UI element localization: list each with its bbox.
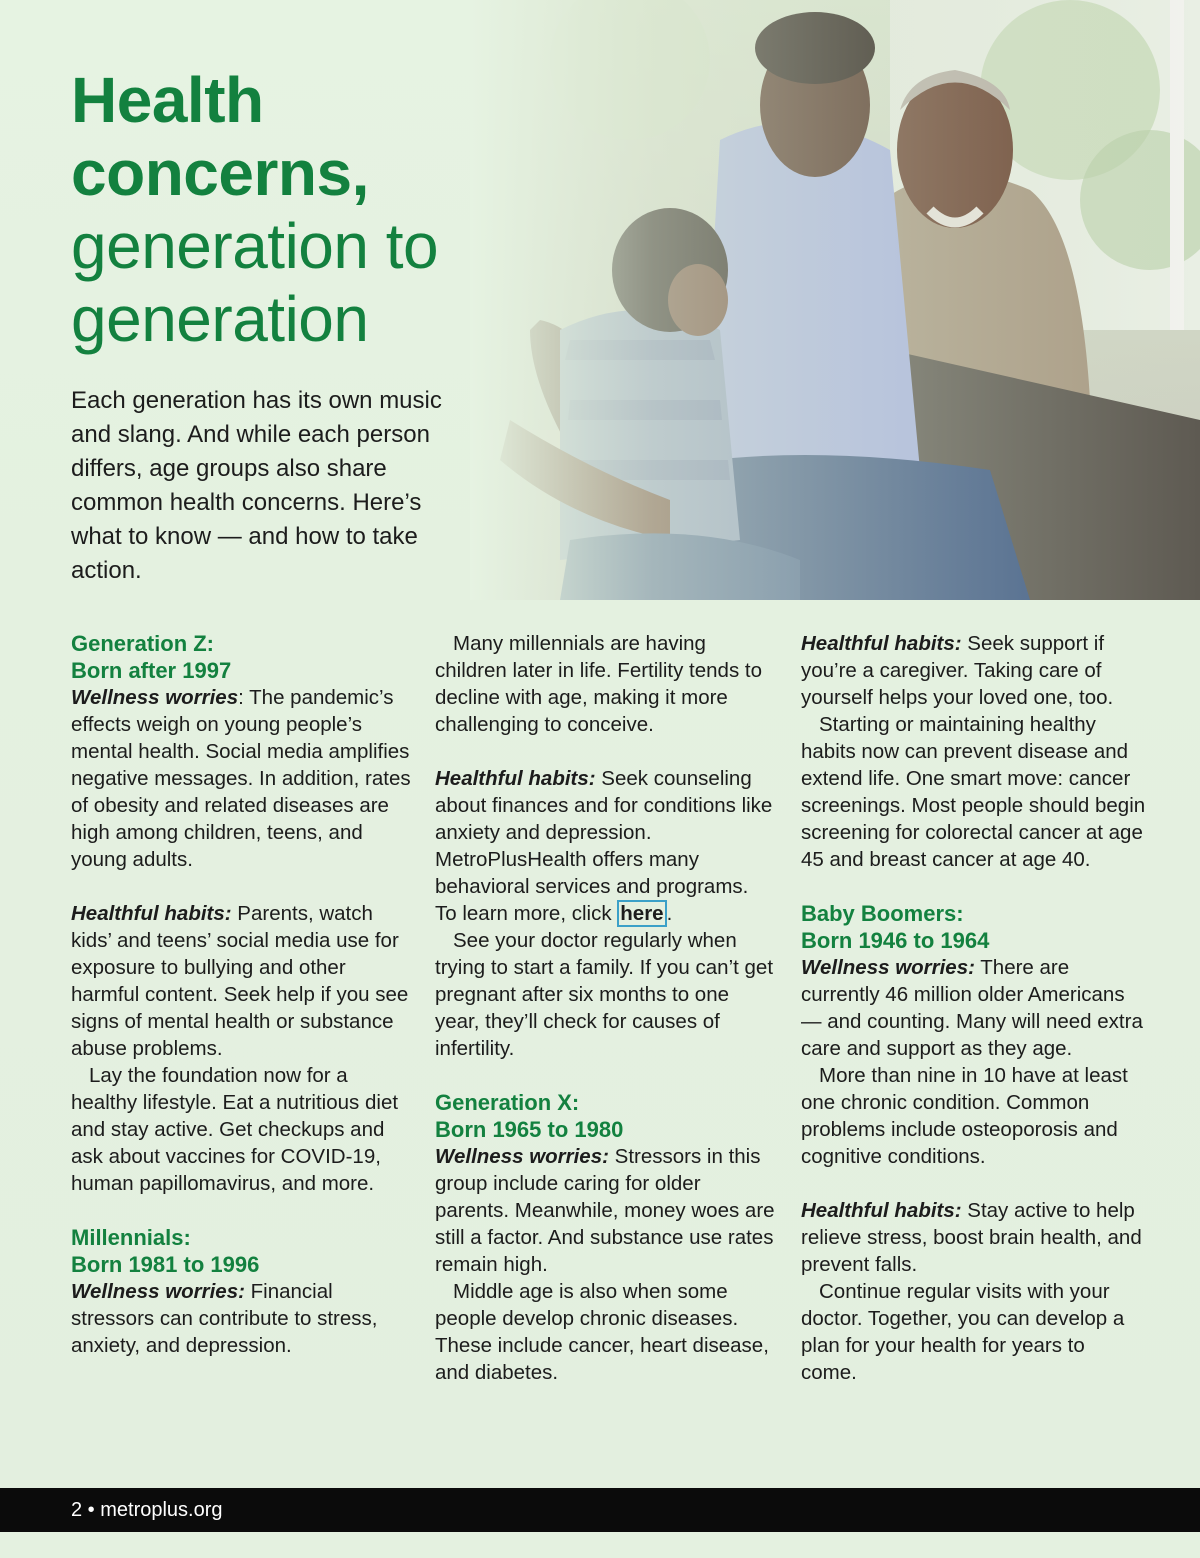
millennials-paragraph-4: See your doctor regularly when trying to start a family. If you can’t get pregnant after six months to one year, they’ll check for causes of infertility.	[435, 929, 774, 1060]
millennials-paragraph-2: Many millennials are having children later in life. Fertility tends to decline with age, making it more challenging to conceive.	[435, 632, 762, 736]
genx-heading: Generation X: Born 1965 to 1980	[435, 1090, 624, 1142]
genx-wellness-worries: Wellness worries: Stressors in this group include caring for older parents. Meanwhile, money woes are still a factor. And substance use rates remain high.	[435, 1145, 775, 1276]
here-link[interactable]: here	[617, 900, 666, 927]
boomers-paragraph-4: Continue regular visits with your doctor. Together, you can develop a plan for your health for years to come.	[801, 1280, 1125, 1384]
page-title	[71, 64, 511, 356]
genz-heading: Generation Z: Born after 1997	[71, 631, 232, 683]
intro-paragraph: Each generation has its own music and slang. And while each person differs, age groups also share common health concerns. Here’s what to know — and how to take action.	[71, 387, 442, 584]
column-3	[801, 630, 1146, 1386]
millennials-heading: Millennials: Born 1981 to 1996	[71, 1225, 260, 1277]
boomers-heading: Baby Boomers: Born 1946 to 1964	[801, 901, 990, 953]
column-2	[435, 630, 775, 1386]
millennials-healthful-habits: Healthful habits: Seek counseling about finances and for conditions like anxiety and depression. MetroPlusHealth offers many behavioral services and programs. To learn more, click here .	[435, 767, 773, 925]
boomers-healthful-habits: Healthful habits: Stay active to help relieve stress, boost brain health, and prevent falls.	[801, 1199, 1142, 1276]
title-light: generation to generation	[71, 210, 439, 355]
genx-healthful-habits: Healthful habits: Seek support if you’re a caregiver. Taking care of yourself helps your loved one, too.	[801, 632, 1114, 709]
column-1	[71, 630, 411, 1359]
genz-paragraph-3: Lay the foundation now for a healthy lifestyle. Eat a nutritious diet and stay active. Get checkups and ask about vaccines for COVID-19, human papillomavirus, and more.	[71, 1064, 399, 1195]
genz-wellness-worries: Wellness worries: The pandemic’s effects weigh on young people’s mental health. Social media amplifies negative messages. In addition, rates of obesity and related diseases are high among children, teens, and young adults.	[71, 686, 411, 871]
footer-page-number: 2 • metroplus.org	[71, 1499, 223, 1521]
genx-paragraph-4: Starting or maintaining healthy habits now can prevent disease and extend life. One smart move: cancer screenings. Most people should begin screening for colorectal cancer at age 45 and breast cancer at age 40.	[801, 713, 1146, 871]
title-bold: Health concerns,	[71, 64, 369, 209]
millennials-wellness-worries: Wellness worries: Financial stressors can contribute to stress, anxiety, and depression.	[71, 1280, 378, 1357]
genx-paragraph-2: Middle age is also when some people develop chronic diseases. These include cancer, heart disease, and diabetes.	[435, 1280, 769, 1384]
family-photo-icon	[470, 0, 1200, 600]
boomers-wellness-worries: Wellness worries: There are currently 46 million older Americans — and counting. Many will need extra care and support as they age.	[801, 956, 1143, 1060]
genz-healthful-habits: Healthful habits: Parents, watch kids’ and teens’ social media use for exposure to bullying and other harmful content. Seek help if you see signs of mental health or substance abuse problems.	[71, 902, 409, 1060]
boomers-paragraph-2: More than nine in 10 have at least one chronic condition. Common problems include osteoporosis and cognitive conditions.	[801, 1064, 1128, 1168]
page-footer	[0, 1488, 1200, 1532]
